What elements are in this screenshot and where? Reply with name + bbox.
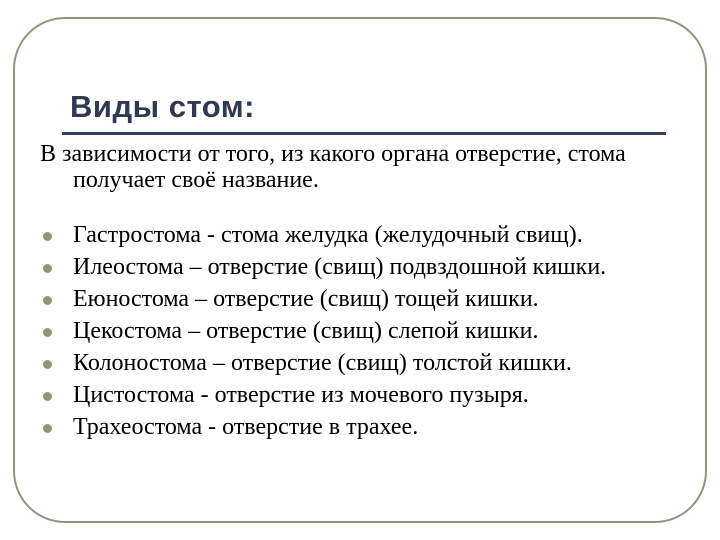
bullet-icon <box>43 424 52 433</box>
list-item-text: Колоностома – отверстие (свищ) толстой кишки. <box>73 350 572 376</box>
list-item-text: Илеостома – отверстие (свищ) подвздошной кишки. <box>73 254 607 280</box>
bullet-icon <box>43 328 52 337</box>
slide-title: Виды стом: <box>70 89 256 124</box>
bullet-icon <box>43 264 52 273</box>
list-item <box>40 382 690 408</box>
list-item-text: Гастростома - стома желудка (желудочный свищ). <box>73 222 583 248</box>
list-item-text: Цистостома - отверстие из мочевого пузыря. <box>73 382 529 408</box>
list-item <box>40 286 690 312</box>
list-item <box>40 350 690 376</box>
list-item <box>40 254 690 280</box>
bullet-icon <box>43 392 52 401</box>
stoma-list <box>40 222 690 440</box>
intro-text: В зависимости от того, из какого органа отверстие, стома получает своё название. <box>40 141 626 193</box>
slide-body <box>40 141 690 446</box>
bullet-icon <box>43 296 52 305</box>
title-underline <box>62 132 666 135</box>
list-item <box>40 318 690 344</box>
list-item <box>40 222 690 248</box>
list-item-text: Цекостома – отверстие (свищ) слепой кишки. <box>73 318 539 344</box>
list-item <box>40 414 690 440</box>
bullet-icon <box>43 360 52 369</box>
list-item-text: Еюностома – отверстие (свищ) тощей кишки. <box>73 286 539 312</box>
bullet-icon <box>43 232 52 241</box>
list-item-text: Трахеостома - отверстие в трахее. <box>73 414 419 440</box>
